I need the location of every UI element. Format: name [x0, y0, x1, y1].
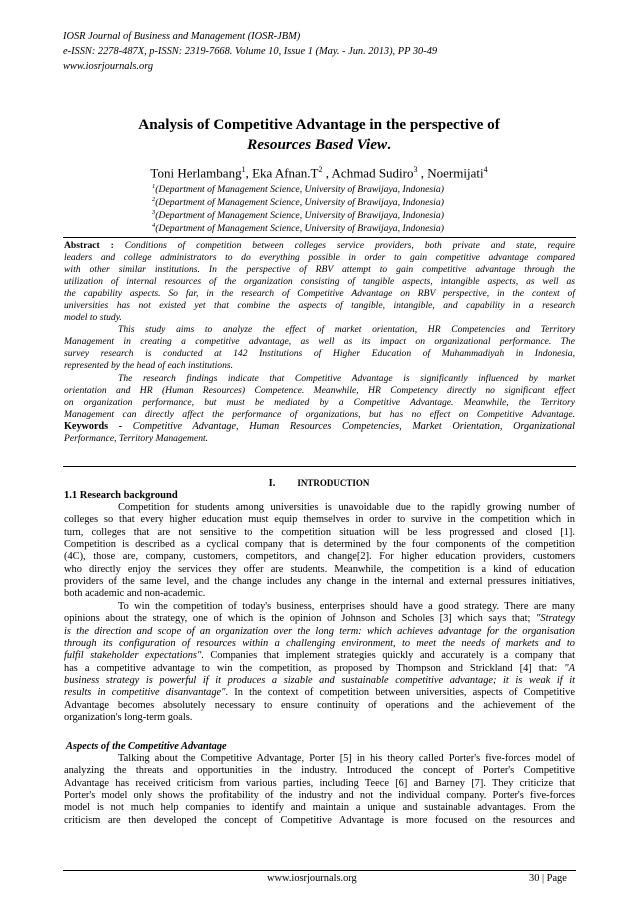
body-line: colleges so that every higher education must equip themselves in order to survive in the competition which in — [64, 514, 575, 526]
affiliation-3-num: 3 — [152, 209, 156, 216]
body-line: Competition is described as a cyclical company that is determined by the four components of the competition — [64, 539, 575, 551]
section-number: I. — [268, 478, 276, 489]
footer-divider — [63, 870, 576, 871]
subsection-heading: 1.1 Research background — [64, 490, 178, 501]
footer-website: www.iosrjournals.org — [267, 873, 357, 884]
author-2: , Eka Afnan.T — [245, 165, 319, 181]
quote-text: "Strategy — [530, 613, 576, 625]
journal-issn: e-ISSN: 2278-487X, p-ISSN: 2319-7668. Volume 10, Issue 1 (May. - Jun. 2013), PP 30-49 — [63, 46, 438, 57]
abstract-line: Conditions of competition between colleges service providers, both private and state, require — [113, 240, 575, 251]
body-line: Talking about the Competitive Advantage, Porter [5] in his theory called Porter's five-forces model of — [118, 753, 575, 764]
section-heading — [0, 478, 638, 489]
paper-title-line2 — [64, 135, 574, 155]
abstract-line: represented by the head of each institutions. — [64, 360, 234, 372]
abstract-line: survey research is conducted at 142 Institutions of Higher Education of Muhammadiyah in Indonesia, — [64, 348, 575, 360]
body-line: (4C), those are, company, customers, competitors, and change[2]. For higher education providers, customers — [64, 551, 575, 563]
abstract-line: Management can directly affect the performance of organizations, but has no effect on Competitive Advantage. — [64, 408, 575, 420]
author-3-sup: 3 — [413, 165, 418, 174]
aspects-heading: Aspects of the Competitive Advantage — [66, 741, 227, 752]
quote-text: fulfil stakeholder expectations". — [64, 650, 204, 662]
journal-name: IOSR Journal of Business and Management (IOSR-JBM) — [63, 31, 301, 42]
abstract-line: the capability aspects. So far, in the research of Competitive Advantage on RBV perspective, in the context of — [64, 288, 575, 300]
keywords-line: Competitive Advantage, Human Resources Competencies, Market Orientation, Organizational — [122, 420, 575, 432]
body-line: To win the competition of today's business, enterprises should have a good strategy. There are many — [118, 601, 575, 612]
paragraph-1 — [64, 502, 575, 601]
quote-line: is the direction and scope of an organization over the long term: which achieves advantage for the organisation — [64, 625, 575, 637]
body-line: Competition for students among universities is unavoidable due to the rapidly growing number of — [118, 502, 575, 513]
body-line: Advantage becomes absolutely necessary to ensure continuity of operations and the achievement of the — [64, 699, 575, 711]
abstract-line: Management in creating a competitive advantage, as well as its impact on organizational performance. The — [64, 336, 575, 348]
abstract-line: The research findings indicate that Competitive Advantage is significantly influenced by market — [118, 372, 575, 384]
affiliation-1-num: 1 — [152, 183, 156, 190]
author-list — [64, 162, 574, 181]
abstract — [64, 240, 575, 445]
quote-line: through its configuration of resources within a challenging environment, to meet the needs of markets and to — [64, 638, 575, 650]
body-line: who directly enjoy the services they offer are students. Meanwhile, the competition is a kind of education — [64, 563, 575, 575]
author-1: Toni Herlambang — [150, 165, 242, 181]
author-4-sup: 4 — [483, 165, 488, 174]
author-4: , Noermijati — [417, 165, 484, 181]
body-text: opinions about the strategy, one of which is the opinion of Johnson and Scholes [3] which says that; — [64, 613, 531, 625]
journal-website: www.iosrjournals.org — [63, 61, 154, 72]
paragraph-3 — [64, 753, 575, 827]
abstract-label: Abstract : — [64, 240, 114, 251]
body-line: Porter's model only shows the profitability of the industry and not the individual company. Porter's five-forces — [64, 790, 575, 802]
top-divider — [63, 237, 576, 238]
author-1-sup: 1 — [241, 165, 246, 174]
abstract-line: with other similar institutions. In the perspective of RBV attempt to gain competitive advantage through the — [64, 264, 575, 276]
author-3: , Achmad Sudiro — [322, 165, 414, 181]
affiliation-4 — [152, 220, 444, 235]
abstract-line: orientation and HR (Human Resources) Competence. Meanwhile, HR Competency directly no significant effect — [64, 384, 575, 396]
body-line: analyzing the threats and opportunities in the industry. Introduced the concept of Porter's Competitive — [64, 765, 575, 777]
abstract-line: utilization of internal resources of the organization consisting of tangible aspects, intangible aspects, as well as — [64, 276, 575, 288]
affiliation-4-num: 4 — [152, 222, 156, 229]
affiliation-2-text: (Department of Management Science, University of Brawijaya, Indonesia) — [155, 197, 444, 209]
abstract-line: universities has not existed yet that combine the aspects of tangible, intangible, and capability in a research — [64, 300, 575, 312]
keywords-line: Performance, Territory Management. — [64, 432, 209, 444]
paper-title-period: . — [387, 136, 391, 153]
paper-title-line1: Analysis of Competitive Advantage in the perspective of — [138, 116, 500, 133]
body-line: both academic and non-academic. — [64, 588, 206, 600]
body-text: . In the context of competition between universities, aspects of Competitive — [225, 687, 575, 699]
body-text: has a competitive advantage to win the competition, as proposed by Thompson and Strickland [4] that: — [64, 662, 558, 674]
quote-text: results in competitive disanvantage" — [64, 687, 226, 699]
affiliation-3-text: (Department of Management Science, University of Brawijaya, Indonesia) — [155, 210, 444, 222]
abstract-line: This study aims to analyze the effect of market orientation, HR Competencies and Territory — [118, 324, 575, 336]
body-line: model is not much help companies to identify and maintain a unique and sustainable advantages. From the — [64, 802, 575, 814]
abstract-line: leaders and college administrators to do everything possible in order to gain competitive advantage compared — [64, 252, 575, 264]
affiliation-1-text: (Department of Management Science, University of Brawijaya, Indonesia) — [155, 184, 444, 196]
affiliation-2-num: 2 — [152, 196, 156, 203]
page-number: 30 | Page — [529, 873, 567, 884]
author-2-sup: 2 — [318, 165, 323, 174]
section-title: INTRODUCTION — [297, 478, 370, 488]
affiliation-4-text: (Department of Management Science, University of Brawijaya, Indonesia) — [155, 223, 444, 235]
body-line: Advantage has received criticism from various parties, including Teece [6] and Barney [7]. They criticize that — [64, 777, 575, 789]
body-line: turn, colleges that are not sensitive to the competition situation will be less progressed and closed [1]. — [64, 526, 575, 538]
abstract-line: on organization performance, but must be mediated by a Competitive Advantage. Meanwhile, the Territory — [64, 396, 575, 408]
body-text: Companies that implement strategies quickly and accurately is a company that — [203, 650, 575, 662]
quote-line: business strategy is powerful if it produces a sizable and sustainable competitive advantage; it is weak if it — [64, 675, 575, 687]
bottom-divider — [63, 466, 576, 467]
body-line: providers of the same level, and the change includes any change in the internal and external pressures initiatives, — [64, 576, 575, 588]
paper-title-italic: Resources Based View — [247, 136, 388, 153]
keywords-label: Keywords - — [64, 420, 123, 432]
body-line: organization's long-term goals. — [64, 712, 193, 724]
paragraph-2 — [64, 601, 575, 724]
abstract-line: model to study. — [64, 312, 122, 324]
body-line: criticism are then developed the concept of Competitive Advantage is more focused on the resources and — [64, 814, 575, 826]
quote-text: "A — [557, 662, 575, 674]
